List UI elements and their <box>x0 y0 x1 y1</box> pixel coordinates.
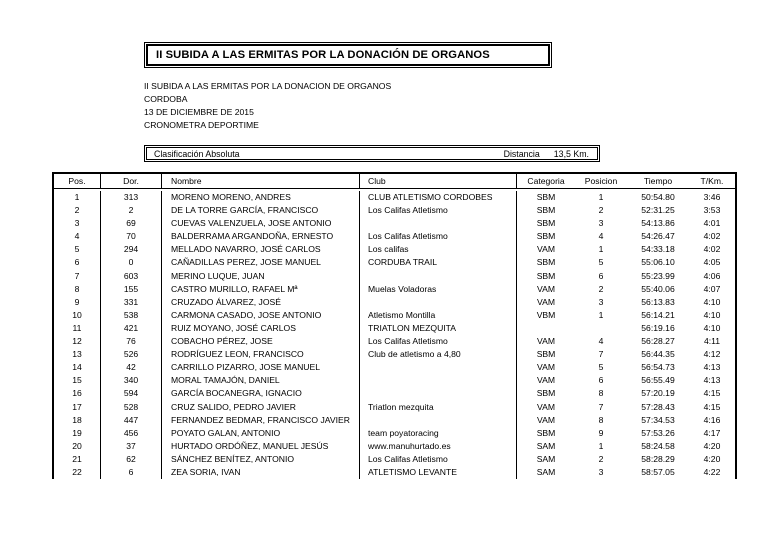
cell-pos: 2 <box>53 204 101 217</box>
cell-posicion: 1 <box>598 244 604 255</box>
cell-categoria: SBM <box>536 257 556 268</box>
column-header-posicion: Posicion <box>575 173 627 189</box>
cell-nombre: CAÑADILLAS PEREZ, JOSE MANUEL <box>162 256 360 269</box>
cell-nombre: GARCÍA BOCANEGRA, IGNACIO <box>162 387 360 400</box>
cell-pos: 13 <box>53 348 101 361</box>
cell-posicion: 5 <box>598 362 604 373</box>
cell-categoria: SBM <box>536 427 556 438</box>
table-row <box>53 270 736 283</box>
cell-posicion <box>575 322 627 335</box>
cell-posicion: 7 <box>598 349 604 360</box>
cell-categoria: SBM <box>536 270 556 281</box>
cell-tiempo: 56:14.21 <box>641 309 675 320</box>
cell-tiempo: 58:57.05 <box>641 466 675 477</box>
cell-club: CLUB ATLETISMO CORDOBES <box>360 191 517 204</box>
cell-categoria: VAM <box>537 375 555 386</box>
cell-club <box>360 361 517 374</box>
table-row <box>53 440 736 453</box>
cell-dorsal: 69 <box>101 217 162 230</box>
cell-tkm: 4:15 <box>689 387 736 400</box>
cell-tiempo: 54:26.47 <box>641 231 675 242</box>
cell-nombre: MORAL TAMAJÓN, DANIEL <box>162 374 360 387</box>
cell-dorsal: 528 <box>101 401 162 414</box>
column-header-nombre: Nombre <box>162 173 360 189</box>
distance-value: 13,5 Km. <box>553 148 589 159</box>
cell-categoria: SBM <box>536 388 556 399</box>
column-header-tkm: T/Km. <box>689 173 736 189</box>
cell-tkm: 4:11 <box>689 335 736 348</box>
event-title-box-inner <box>146 44 550 66</box>
cell-dorsal: 42 <box>101 361 162 374</box>
cell-club: ATLETISMO LEVANTE <box>360 466 517 479</box>
cell-tiempo: 57:53.26 <box>641 427 675 438</box>
column-header-tiempo: Tiempo <box>627 173 689 189</box>
cell-club <box>360 296 517 309</box>
cell-club <box>360 414 517 427</box>
cell-tiempo: 55:40.06 <box>641 283 675 294</box>
cell-tkm: 4:07 <box>689 283 736 296</box>
cell-posicion: 1 <box>598 440 604 451</box>
cell-tkm: 4:02 <box>689 243 736 256</box>
column-header-dorsal: Dor. <box>101 173 162 189</box>
results-table-container <box>52 172 724 479</box>
cell-categoria: VAM <box>537 283 555 294</box>
cell-tiempo: 55:06.10 <box>641 257 675 268</box>
results-table-head <box>53 173 736 191</box>
classification-label: Clasificación Absoluta <box>154 148 240 159</box>
cell-posicion: 4 <box>598 336 604 347</box>
table-row <box>53 322 736 335</box>
cell-club: www.manuhurtado.es <box>360 440 517 453</box>
cell-nombre: RODRÍGUEZ LEON, FRANCISCO <box>162 348 360 361</box>
cell-tiempo: 56:44.35 <box>641 349 675 360</box>
cell-categoria: VBM <box>536 309 556 320</box>
cell-dorsal: 313 <box>101 191 162 204</box>
cell-tiempo: 58:28.29 <box>641 453 675 464</box>
table-row <box>53 427 736 440</box>
table-row <box>53 348 736 361</box>
cell-pos: 6 <box>53 256 101 269</box>
meta-timing-company: CRONOMETRA DEPORTIME <box>144 120 259 131</box>
cell-dorsal: 594 <box>101 387 162 400</box>
cell-club: Los califas <box>360 243 517 256</box>
cell-tkm: 4:16 <box>689 414 736 427</box>
cell-pos: 7 <box>53 270 101 283</box>
results-table <box>52 172 737 479</box>
cell-dorsal: 526 <box>101 348 162 361</box>
cell-categoria <box>517 322 576 335</box>
cell-club <box>360 374 517 387</box>
cell-pos: 10 <box>53 309 101 322</box>
meta-date: 13 DE DICIEMBRE DE 2015 <box>144 107 254 118</box>
table-row <box>53 335 736 348</box>
cell-pos: 11 <box>53 322 101 335</box>
cell-nombre: CARRILLO PIZARRO, JOSE MANUEL <box>162 361 360 374</box>
cell-pos: 5 <box>53 243 101 256</box>
cell-tiempo: 54:13.86 <box>641 218 675 229</box>
cell-nombre: RUIZ MOYANO, JOSÉ CARLOS <box>162 322 360 335</box>
cell-pos: 15 <box>53 374 101 387</box>
cell-club: Los Califas Atletismo <box>360 204 517 217</box>
cell-tiempo: 58:24.58 <box>641 440 675 451</box>
cell-dorsal: 331 <box>101 296 162 309</box>
cell-pos: 14 <box>53 361 101 374</box>
cell-pos: 8 <box>53 283 101 296</box>
table-row <box>53 453 736 466</box>
cell-tkm: 4:01 <box>689 217 736 230</box>
cell-tkm: 4:02 <box>689 230 736 243</box>
cell-posicion: 1 <box>598 192 604 202</box>
cell-posicion: 3 <box>598 466 604 477</box>
cell-dorsal: 421 <box>101 322 162 335</box>
cell-tiempo: 57:34.53 <box>641 414 675 425</box>
cell-nombre: CUEVAS VALENZUELA, JOSE ANTONIO <box>162 217 360 230</box>
cell-categoria: VAM <box>537 336 555 347</box>
table-row <box>53 256 736 269</box>
cell-posicion: 6 <box>598 375 604 386</box>
cell-dorsal: 447 <box>101 414 162 427</box>
table-row <box>53 374 736 387</box>
cell-tiempo: 57:20.19 <box>641 388 675 399</box>
cell-dorsal: 0 <box>101 256 162 269</box>
cell-dorsal: 294 <box>101 243 162 256</box>
cell-club: TRIATLON MEZQUITA <box>360 322 517 335</box>
table-row <box>53 361 736 374</box>
meta-city: CORDOBA <box>144 94 188 105</box>
cell-posicion: 7 <box>598 401 604 412</box>
cell-club: team poyatoracing <box>360 427 517 440</box>
cell-dorsal: 603 <box>101 270 162 283</box>
cell-tiempo: 55:23.99 <box>641 270 675 281</box>
cell-tkm: 4:13 <box>689 361 736 374</box>
cell-categoria: VAM <box>537 296 555 307</box>
cell-categoria: SAM <box>536 440 556 451</box>
cell-pos: 9 <box>53 296 101 309</box>
cell-posicion: 8 <box>598 388 604 399</box>
cell-nombre: DE LA TORRE GARCÍA, FRANCISCO <box>162 204 360 217</box>
page-title: II SUBIDA A LAS ERMITAS POR LA DONACIÓN DE ORGANOS <box>156 49 490 61</box>
results-table-body <box>53 191 736 479</box>
cell-dorsal: 62 <box>101 453 162 466</box>
cell-club: Club de atletismo a 4,80 <box>360 348 517 361</box>
cell-nombre: CASTRO MURILLO, RAFAEL Mª <box>162 283 360 296</box>
cell-nombre: MERINO LUQUE, JUAN <box>162 270 360 283</box>
cell-pos: 19 <box>53 427 101 440</box>
cell-categoria: VAM <box>537 401 555 412</box>
cell-club: Los Califas Atletismo <box>360 335 517 348</box>
cell-dorsal: 538 <box>101 309 162 322</box>
cell-dorsal: 37 <box>101 440 162 453</box>
cell-categoria: VAM <box>537 414 555 425</box>
cell-tiempo: 57:28.43 <box>641 401 675 412</box>
cell-tkm: 3:53 <box>689 204 736 217</box>
cell-tkm: 4:15 <box>689 401 736 414</box>
cell-tkm: 4:22 <box>689 466 736 479</box>
cell-pos: 4 <box>53 230 101 243</box>
cell-posicion: 2 <box>598 205 604 216</box>
cell-nombre: CRUZADO ÁLVAREZ, JOSÉ <box>162 296 360 309</box>
cell-club <box>360 387 517 400</box>
cell-posicion: 3 <box>598 296 604 307</box>
event-title-box <box>144 42 552 68</box>
table-row <box>53 217 736 230</box>
cell-tkm: 4:20 <box>689 453 736 466</box>
cell-nombre: FERNANDEZ BEDMAR, FRANCISCO JAVIER <box>162 414 360 427</box>
cell-posicion: 3 <box>598 218 604 229</box>
cell-club: Los Califas Atletismo <box>360 453 517 466</box>
cell-tkm: 4:10 <box>689 309 736 322</box>
cell-tkm: 4:20 <box>689 440 736 453</box>
cell-posicion: 5 <box>598 257 604 268</box>
cell-nombre: COBACHO PÉREZ, JOSE <box>162 335 360 348</box>
cell-posicion: 2 <box>598 283 604 294</box>
cell-tiempo: 54:33.18 <box>641 244 675 255</box>
cell-categoria: SAM <box>536 466 556 477</box>
table-row <box>53 401 736 414</box>
cell-tiempo: 56:55.49 <box>641 375 675 386</box>
cell-posicion: 6 <box>598 270 604 281</box>
table-header-row <box>53 173 736 189</box>
cell-pos: 17 <box>53 401 101 414</box>
event-meta-block <box>144 80 391 132</box>
cell-nombre: SÁNCHEZ BENÍTEZ, ANTONIO <box>162 453 360 466</box>
cell-pos: 18 <box>53 414 101 427</box>
cell-tiempo: 50:54.80 <box>641 192 675 202</box>
cell-nombre: ZEA SORIA, IVAN <box>162 466 360 479</box>
cell-posicion: 1 <box>598 309 604 320</box>
cell-tkm: 4:17 <box>689 427 736 440</box>
cell-pos: 16 <box>53 387 101 400</box>
cell-categoria: SBM <box>536 218 556 229</box>
cell-tkm: 4:10 <box>689 322 736 335</box>
cell-club: Los Califas Atletismo <box>360 230 517 243</box>
cell-nombre: MORENO MORENO, ANDRES <box>162 191 360 204</box>
table-row <box>53 296 736 309</box>
cell-tkm: 4:10 <box>689 296 736 309</box>
cell-dorsal: 6 <box>101 466 162 479</box>
cell-club: Triatlon mezquita <box>360 401 517 414</box>
cell-categoria: SAM <box>536 453 556 464</box>
cell-club <box>360 270 517 283</box>
cell-categoria: VAM <box>537 362 555 373</box>
table-row <box>53 309 736 322</box>
cell-categoria: SBM <box>536 205 556 216</box>
table-row <box>53 414 736 427</box>
cell-pos: 3 <box>53 217 101 230</box>
table-row <box>53 243 736 256</box>
cell-tiempo: 56:28.27 <box>641 336 675 347</box>
cell-dorsal: 2 <box>101 204 162 217</box>
cell-posicion: 8 <box>598 414 604 425</box>
cell-pos: 22 <box>53 466 101 479</box>
cell-dorsal: 76 <box>101 335 162 348</box>
cell-nombre: CRUZ SALIDO, PEDRO JAVIER <box>162 401 360 414</box>
cell-tkm: 4:06 <box>689 270 736 283</box>
table-row <box>53 191 736 204</box>
cell-tiempo: 56:13.83 <box>641 296 675 307</box>
cell-dorsal: 70 <box>101 230 162 243</box>
cell-club: Atletismo Montilla <box>360 309 517 322</box>
column-header-pos: Pos. <box>53 173 101 189</box>
distance-label: Distancia <box>503 148 540 159</box>
cell-pos: 1 <box>53 191 101 204</box>
cell-tkm: 4:13 <box>689 374 736 387</box>
cell-posicion: 9 <box>598 427 604 438</box>
cell-posicion: 2 <box>598 453 604 464</box>
table-row <box>53 466 736 479</box>
classification-bar <box>144 145 600 162</box>
table-row <box>53 283 736 296</box>
column-header-club: Club <box>360 173 517 189</box>
cell-dorsal: 456 <box>101 427 162 440</box>
table-row <box>53 387 736 400</box>
cell-dorsal: 155 <box>101 283 162 296</box>
cell-tiempo: 56:19.16 <box>641 322 675 333</box>
cell-tiempo: 56:54.73 <box>641 362 675 373</box>
cell-club <box>360 217 517 230</box>
distance-group <box>504 149 597 159</box>
cell-tiempo: 52:31.25 <box>641 205 675 216</box>
cell-dorsal: 340 <box>101 374 162 387</box>
cell-club: CORDUBA TRAIL <box>360 256 517 269</box>
cell-categoria: SBM <box>536 231 556 242</box>
cell-categoria: SBM <box>536 349 556 360</box>
cell-tkm: 3:46 <box>689 191 736 204</box>
cell-tkm: 4:12 <box>689 348 736 361</box>
cell-nombre: POYATO GALAN, ANTONIO <box>162 427 360 440</box>
classification-bar-inner <box>146 147 598 160</box>
meta-event-name: II SUBIDA A LAS ERMITAS POR LA DONACION DE ORGANOS <box>144 81 392 91</box>
cell-pos: 12 <box>53 335 101 348</box>
cell-posicion: 4 <box>598 231 604 242</box>
cell-nombre: MELLADO NAVARRO, JOSÉ CARLOS <box>162 243 360 256</box>
cell-club: Muelas Voladoras <box>360 283 517 296</box>
cell-nombre: HURTADO ORDÓÑEZ, MANUEL JESÚS <box>162 440 360 453</box>
cell-nombre: BALDERRAMA ARGANDOÑA, ERNESTO <box>162 230 360 243</box>
cell-pos: 20 <box>53 440 101 453</box>
cell-categoria: SBM <box>536 192 556 202</box>
cell-pos: 21 <box>53 453 101 466</box>
cell-categoria: VAM <box>537 244 555 255</box>
column-header-categoria: Categoria <box>517 173 576 189</box>
cell-tkm: 4:05 <box>689 256 736 269</box>
table-row <box>53 230 736 243</box>
table-row <box>53 204 736 217</box>
cell-nombre: CARMONA CASADO, JOSE ANTONIO <box>162 309 360 322</box>
